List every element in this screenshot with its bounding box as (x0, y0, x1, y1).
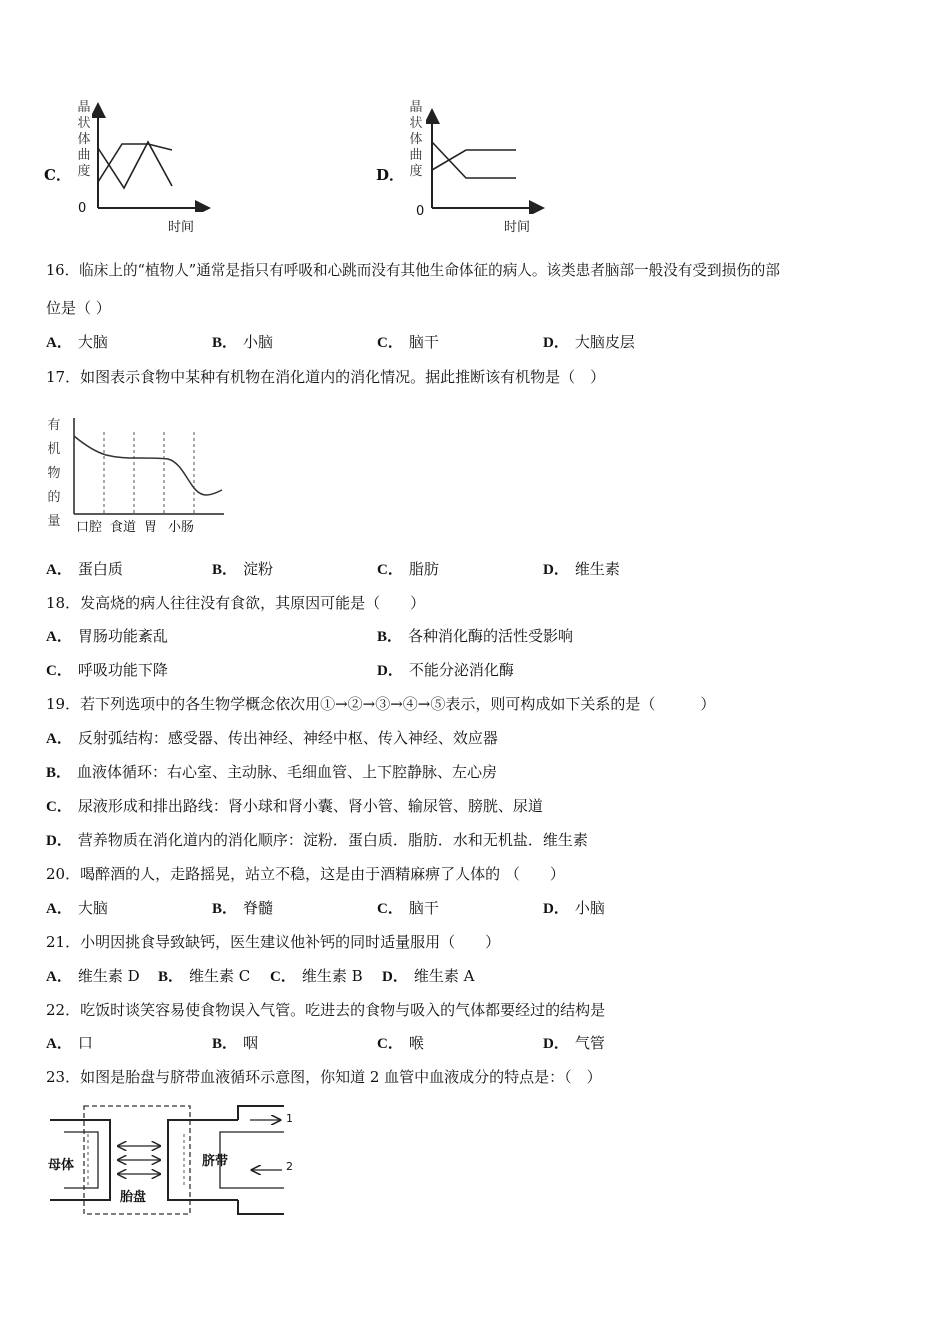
figure-d-label: D． (376, 166, 405, 184)
q17-figure-ylabel: 有 机 物 的 量 (47, 418, 61, 529)
q23-placenta-label: 胎盘 (120, 1190, 147, 1205)
q19-option-a: A． 反射弧结构：感受器、传出神经、神经中枢、传入神经、效应器 (46, 729, 498, 747)
figure-c-xlabel: 时间 (168, 220, 195, 235)
q17-option-d: D． 维生素 (543, 560, 620, 578)
q22-option-d: D． 气管 (543, 1034, 605, 1052)
q18-option-a: A． 胃肠功能紊乱 (46, 627, 168, 645)
q20-option-d: D． 小脑 (543, 899, 605, 917)
q18-option-c: C． 呼吸功能下降 (46, 661, 168, 679)
figure-d-xlabel: 时间 (504, 220, 531, 235)
q17-curve (74, 436, 222, 495)
figure-c-origin: 0 (78, 201, 87, 216)
q17-option-c: C． 脂肪 (377, 560, 439, 578)
q21-option-a: A． 维生素 D (46, 967, 140, 985)
q16-stem-line1: 16．临床上的“植物人”通常是指只有呼吸和心跳而没有其他生命体征的病人。该类患者脑部一般没有受到损伤的部 (46, 262, 780, 279)
q19-option-d: D． 营养物质在消化道内的消化顺序：淀粉．蛋白质．脂肪．水和无机盐．维生素 (46, 831, 588, 849)
figure-c-curve-2 (98, 144, 172, 182)
q23-vessel-1-label: 1 (286, 1112, 293, 1125)
figure-d-curve-2 (432, 150, 516, 170)
q21-option-c: C． 维生素 B (270, 967, 363, 985)
q18-stem: 18．发高烧的病人往往没有食欲，其原因可能是（ ） (46, 594, 426, 612)
q18-option-b: B． 各种消化酶的活性受影响 (377, 627, 574, 645)
q23-stem: 23．如图是胎盘与脐带血液循环示意图，你知道 2 血管中血液成分的特点是：（ ） (46, 1068, 602, 1086)
q23-cord-top (238, 1106, 284, 1120)
q23-figure (44, 1102, 304, 1218)
figure-c-ylabel: 晶 状 体 曲 度 (77, 100, 91, 179)
q22-option-c: C． 喉 (377, 1034, 424, 1052)
q23-vessel-2-label: 2 (286, 1160, 293, 1173)
q20-stem: 20．喝醉酒的人，走路摇晃，站立不稳，这是由于酒精麻痹了人体的 （ ） (46, 865, 565, 883)
q19-option-c: C． 尿液形成和排出路线：肾小球和肾小囊、肾小管、输尿管、膀胱、尿道 (46, 797, 543, 815)
figure-d-plot (426, 106, 546, 214)
q16-option-d: D． 大脑皮层 (543, 333, 635, 351)
q19-stem: 19．若下列选项中的各生物学概念依次用①→②→③→④→⑤表示，则可构成如下关系的是（ ） (46, 695, 716, 713)
q21-option-b: B． 维生素 C (158, 967, 251, 985)
q22-option-b: B． 咽 (212, 1034, 259, 1052)
q17-segment-esophagus: 食道 (110, 520, 137, 535)
q20-option-b: B． 脊髓 (212, 899, 274, 917)
q23-diagram (44, 1102, 304, 1218)
figure-d-ylabel: 晶 状 体 曲 度 (409, 100, 423, 179)
q18-option-d: D． 不能分泌消化酶 (377, 661, 514, 679)
q17-figure (44, 410, 234, 536)
figure-d-curve-1 (432, 142, 516, 178)
q23-cord-inner (220, 1132, 284, 1188)
q17-segment-small-intestine: 小肠 (168, 520, 195, 535)
q17-stem: 17．如图表示食物中某种有机物在消化道内的消化情况。据此推断该有机物是（ ） (46, 368, 606, 386)
q22-option-a: A． 口 (46, 1034, 93, 1052)
figure-d (376, 98, 546, 238)
figure-c (44, 98, 214, 238)
q20-option-a: A． 大脑 (46, 899, 108, 917)
figure-c-label: C． (44, 166, 71, 184)
q16-option-b: B． 小脑 (212, 333, 274, 351)
q20-option-c: C． 脑干 (377, 899, 439, 917)
q16-option-a: A． 大脑 (46, 333, 108, 351)
q23-mother-label: 母体 (48, 1158, 75, 1173)
q17-segment-mouth: 口腔 (76, 520, 103, 535)
q19-option-b: B． 血液体循环：右心室、主动脉、毛细血管、上下腔静脉、左心房 (46, 763, 498, 781)
q22-stem: 22．吃饭时谈笑容易使食物误入气管。吃进去的食物与吸入的气体都要经过的结构是 (46, 1001, 606, 1019)
q17-option-b: B． 淀粉 (212, 560, 274, 578)
q16-stem-line2: 位是（ ） (46, 299, 111, 317)
q23-cord-label: 脐带 (202, 1154, 229, 1169)
q23-cord-bottom (238, 1200, 284, 1214)
q17-segment-stomach: 胃 (144, 520, 158, 535)
q17-plot (66, 418, 226, 518)
q17-option-a: A． 蛋白质 (46, 560, 123, 578)
figure-d-origin: 0 (416, 204, 425, 219)
q21-option-d: D． 维生素 A (382, 967, 475, 985)
figure-c-plot (92, 100, 212, 212)
q21-stem: 21．小明因挑食导致缺钙，医生建议他补钙的同时适量服用（ ） (46, 933, 501, 951)
q16-option-c: C． 脑干 (377, 333, 439, 351)
